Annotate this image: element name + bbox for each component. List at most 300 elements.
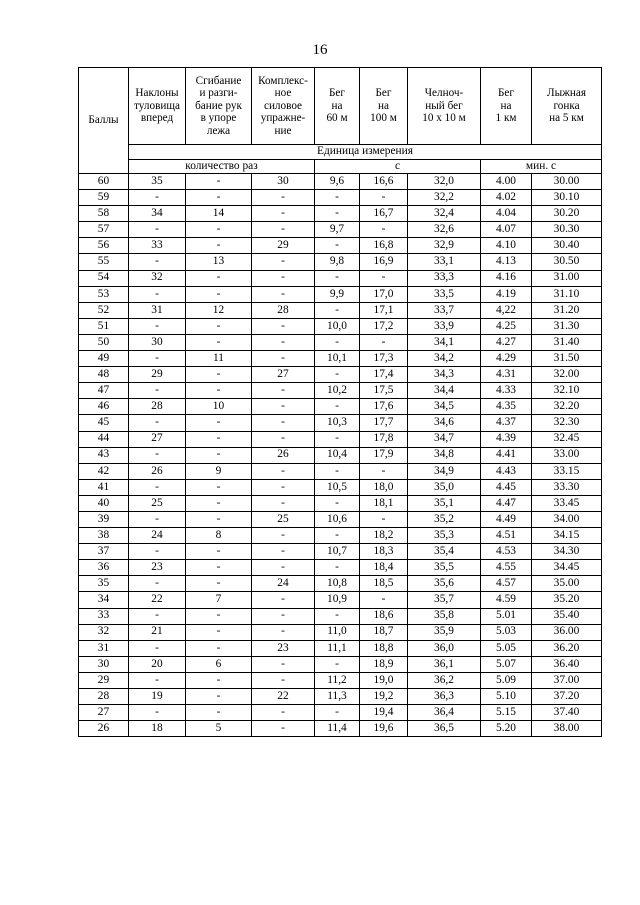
value-cell: 12 [186,302,252,318]
value-cell: 18,3 [360,544,408,560]
column-header-8 [532,68,602,145]
value-cell: 32 [129,270,186,286]
table-header [79,68,602,174]
value-cell: 25 [252,511,315,527]
score-cell: 34 [79,592,129,608]
value-cell: 10,4 [315,447,360,463]
value-cell: 31.20 [532,302,602,318]
value-cell: 34.30 [532,544,602,560]
value-cell: 33.15 [532,463,602,479]
score-cell: 50 [79,334,129,350]
value-cell: 10,9 [315,592,360,608]
value-cell: 19,0 [360,672,408,688]
value-cell: - [129,190,186,206]
value-cell: - [186,447,252,463]
value-cell: 33 [129,238,186,254]
column-header-line: лежа [206,124,231,137]
unit-count: количество раз [129,160,315,174]
value-cell: 17,7 [360,415,408,431]
value-cell: - [252,544,315,560]
value-cell: 17,4 [360,367,408,383]
table-row [79,270,602,286]
value-cell: 33,9 [408,318,481,334]
score-cell: 49 [79,351,129,367]
value-cell: - [252,705,315,721]
value-cell: 19,4 [360,705,408,721]
score-cell: 56 [79,238,129,254]
table-row [79,351,602,367]
value-cell: 4.31 [481,367,532,383]
value-cell: - [252,721,315,737]
value-cell: - [186,367,252,383]
table-row [79,383,602,399]
value-cell: 31.10 [532,286,602,302]
value-cell: - [315,206,360,222]
value-cell: 4.59 [481,592,532,608]
column-header-7 [481,68,532,145]
value-cell: - [252,334,315,350]
value-cell: 38.00 [532,721,602,737]
value-cell: 37.20 [532,689,602,705]
value-cell: 17,2 [360,318,408,334]
column-header-line: 60 м [326,112,348,125]
value-cell: 35.20 [532,592,602,608]
value-cell: - [252,415,315,431]
column-header-line: в упоре [200,112,237,125]
value-cell: 11 [186,351,252,367]
value-cell: 34.45 [532,560,602,576]
value-cell: - [315,560,360,576]
column-header-line: Бег [329,87,345,100]
score-cell: 28 [79,689,129,705]
value-cell: 30.00 [532,174,602,190]
value-cell: 24 [129,528,186,544]
value-cell: - [315,270,360,286]
score-cell: 58 [79,206,129,222]
value-cell: 34,9 [408,463,481,479]
column-header-0 [79,68,129,174]
value-cell: 4,22 [481,302,532,318]
value-cell: 17,3 [360,351,408,367]
value-cell: - [252,318,315,334]
value-cell: 26 [252,447,315,463]
table-row [79,705,602,721]
column-header-line: гонка [553,99,580,112]
column-header-6 [408,68,481,145]
score-cell: 33 [79,608,129,624]
value-cell: 34,2 [408,351,481,367]
table-row [79,576,602,592]
value-cell: 9 [186,463,252,479]
column-header-line: на [331,99,343,112]
value-cell: 11,3 [315,689,360,705]
value-cell: - [252,608,315,624]
value-cell: - [186,270,252,286]
value-cell: 17,8 [360,431,408,447]
table-body [79,174,602,737]
value-cell: 33.45 [532,495,602,511]
value-cell: 4.13 [481,254,532,270]
value-cell: 34,6 [408,415,481,431]
value-cell: - [186,576,252,592]
value-cell: 10,2 [315,383,360,399]
value-cell: 28 [252,302,315,318]
value-cell: 33,3 [408,270,481,286]
value-cell: - [186,222,252,238]
value-cell: 4.49 [481,511,532,527]
score-cell: 29 [79,672,129,688]
value-cell: 9,9 [315,286,360,302]
value-cell: 4.04 [481,206,532,222]
value-cell: 31.00 [532,270,602,286]
value-cell: 4.10 [481,238,532,254]
value-cell: 34.00 [532,511,602,527]
value-cell: 35,7 [408,592,481,608]
value-cell: 36.00 [532,624,602,640]
table-row [79,640,602,656]
value-cell: 10,6 [315,511,360,527]
value-cell: - [360,511,408,527]
value-cell: 33,5 [408,286,481,302]
value-cell: 10 [186,399,252,415]
value-cell: 36,4 [408,705,481,721]
value-cell: 4.47 [481,495,532,511]
value-cell: - [315,334,360,350]
score-cell: 59 [79,190,129,206]
value-cell: - [186,479,252,495]
value-cell: - [252,399,315,415]
value-cell: - [129,254,186,270]
value-cell: 35,5 [408,560,481,576]
value-cell: - [252,206,315,222]
value-cell: - [252,624,315,640]
value-cell: 34,4 [408,383,481,399]
value-cell: - [186,238,252,254]
value-cell: - [252,222,315,238]
score-cell: 41 [79,479,129,495]
column-header-line: ный бег [425,99,463,112]
value-cell: - [360,190,408,206]
score-cell: 52 [79,302,129,318]
unit-title: Единица измерения [129,145,602,160]
value-cell: 28 [129,399,186,415]
value-cell: - [186,672,252,688]
score-cell: 39 [79,511,129,527]
value-cell: - [129,511,186,527]
score-cell: 31 [79,640,129,656]
column-header-1 [129,68,186,145]
value-cell: 25 [129,495,186,511]
value-cell: 35,4 [408,544,481,560]
value-cell: - [129,415,186,431]
value-cell: 4.43 [481,463,532,479]
table-row [79,560,602,576]
value-cell: - [186,286,252,302]
score-cell: 48 [79,367,129,383]
column-header-line: на 5 км [549,112,584,125]
value-cell: 36.40 [532,656,602,672]
value-cell: 27 [252,367,315,383]
value-cell: 10,7 [315,544,360,560]
value-cell: 5.03 [481,624,532,640]
score-cell: 51 [79,318,129,334]
value-cell: - [186,190,252,206]
value-cell: 11,0 [315,624,360,640]
score-cell: 42 [79,463,129,479]
value-cell: - [186,544,252,560]
value-cell: 10,3 [315,415,360,431]
value-cell: 6 [186,656,252,672]
score-cell: 32 [79,624,129,640]
table-row [79,254,602,270]
column-header-line: туловища [134,99,180,112]
value-cell: 4.16 [481,270,532,286]
table-row [79,447,602,463]
value-cell: 4.51 [481,528,532,544]
value-cell: 30.40 [532,238,602,254]
value-cell: - [252,463,315,479]
value-cell: - [252,286,315,302]
table-row [79,672,602,688]
value-cell: - [252,431,315,447]
value-cell: 4.27 [481,334,532,350]
value-cell: 18 [129,721,186,737]
value-cell: - [129,479,186,495]
value-cell: 35,8 [408,608,481,624]
value-cell: 34,1 [408,334,481,350]
value-cell: - [186,334,252,350]
value-cell: 19,6 [360,721,408,737]
column-header-line: вперед [140,112,174,125]
value-cell: - [252,656,315,672]
value-cell: - [315,705,360,721]
value-cell: 5.07 [481,656,532,672]
column-header-line: 100 м [370,112,397,125]
column-header-2 [186,68,252,145]
value-cell: - [360,222,408,238]
column-header-5 [360,68,408,145]
column-header-line: бание рук [195,99,242,112]
value-cell: 18,2 [360,528,408,544]
value-cell: 4.41 [481,447,532,463]
value-cell: 19 [129,689,186,705]
value-cell: 16,8 [360,238,408,254]
value-cell: 18,1 [360,495,408,511]
value-cell: 4.02 [481,190,532,206]
table-row [79,656,602,672]
value-cell: 22 [252,689,315,705]
value-cell: 4.53 [481,544,532,560]
value-cell: - [315,367,360,383]
value-cell: 31.40 [532,334,602,350]
score-cell: 53 [79,286,129,302]
value-cell: - [315,302,360,318]
value-cell: 36,0 [408,640,481,656]
value-cell: 29 [129,367,186,383]
value-cell: 36,5 [408,721,481,737]
value-cell: - [129,576,186,592]
column-header-line: 1 км [495,112,517,125]
table-row [79,689,602,705]
table-row [79,286,602,302]
value-cell: - [315,656,360,672]
score-cell: 43 [79,447,129,463]
value-cell: 5.10 [481,689,532,705]
value-cell: - [252,495,315,511]
value-cell: 24 [252,576,315,592]
value-cell: 9,8 [315,254,360,270]
value-cell: 35,2 [408,511,481,527]
value-cell: 18,5 [360,576,408,592]
value-cell: - [186,383,252,399]
value-cell: 10,5 [315,479,360,495]
value-cell: 21 [129,624,186,640]
value-cell: - [252,479,315,495]
value-cell: - [252,254,315,270]
value-cell: - [360,270,408,286]
value-cell: 30 [129,334,186,350]
table-row [79,592,602,608]
value-cell: 17,0 [360,286,408,302]
value-cell: 10,1 [315,351,360,367]
column-header-line: на [378,99,389,112]
value-cell: - [129,672,186,688]
value-cell: 32,2 [408,190,481,206]
value-cell: - [186,415,252,431]
value-cell: - [252,270,315,286]
table-row [79,511,602,527]
value-cell: - [315,238,360,254]
value-cell: 31 [129,302,186,318]
value-cell: - [360,592,408,608]
table-row [79,624,602,640]
column-header-line: на [500,99,512,112]
value-cell: 32,6 [408,222,481,238]
value-cell: 10,0 [315,318,360,334]
value-cell: - [186,624,252,640]
value-cell: - [129,286,186,302]
value-cell: 16,6 [360,174,408,190]
value-cell: 30.30 [532,222,602,238]
score-cell: 54 [79,270,129,286]
page-number: 16 [312,42,328,58]
value-cell: - [186,318,252,334]
value-cell: - [186,705,252,721]
value-cell: 33.30 [532,479,602,495]
score-cell: 38 [79,528,129,544]
value-cell: 34,5 [408,399,481,415]
value-cell: 13 [186,254,252,270]
unit-minsec: мин. с [481,160,602,174]
value-cell: 35.40 [532,608,602,624]
value-cell: 37.00 [532,672,602,688]
value-cell: 4.35 [481,399,532,415]
value-cell: 29 [252,238,315,254]
value-cell: - [186,640,252,656]
value-cell: 4.29 [481,351,532,367]
table-row [79,721,602,737]
score-cell: 55 [79,254,129,270]
value-cell: 32,4 [408,206,481,222]
value-cell: 26 [129,463,186,479]
value-cell: 17,6 [360,399,408,415]
value-cell: 9,7 [315,222,360,238]
value-cell: 30.50 [532,254,602,270]
value-cell: - [252,383,315,399]
value-cell: 4.45 [481,479,532,495]
value-cell: 37.40 [532,705,602,721]
value-cell: 23 [129,560,186,576]
standards-table [78,67,602,737]
value-cell: 4.55 [481,560,532,576]
score-cell: 46 [79,399,129,415]
value-cell: 35,9 [408,624,481,640]
value-cell: - [186,174,252,190]
value-cell: 5.09 [481,672,532,688]
table-row [79,415,602,431]
value-cell: 36.20 [532,640,602,656]
column-header-line: Бег [498,87,514,100]
value-cell: 30.20 [532,206,602,222]
score-cell: 36 [79,560,129,576]
value-cell: 36,3 [408,689,481,705]
score-cell: 47 [79,383,129,399]
value-cell: 27 [129,431,186,447]
column-header-line: Баллы [88,114,119,127]
value-cell: - [129,351,186,367]
value-cell: 4.07 [481,222,532,238]
column-header-line: упражне- [260,112,306,125]
column-header-3 [252,68,315,145]
value-cell: - [315,463,360,479]
value-cell: 11,1 [315,640,360,656]
value-cell: - [315,190,360,206]
score-cell: 44 [79,431,129,447]
score-cell: 30 [79,656,129,672]
value-cell: 22 [129,592,186,608]
value-cell: 18,4 [360,560,408,576]
value-cell: 18,7 [360,624,408,640]
value-cell: - [315,528,360,544]
value-cell: 4.33 [481,383,532,399]
column-header-line: ное [274,87,292,100]
value-cell: - [315,608,360,624]
value-cell: 33,7 [408,302,481,318]
value-cell: 34,3 [408,367,481,383]
value-cell: 18,0 [360,479,408,495]
value-cell: 9,6 [315,174,360,190]
value-cell: - [129,222,186,238]
value-cell: - [129,447,186,463]
column-header-line: 10 х 10 м [422,112,466,125]
table-row [79,334,602,350]
value-cell: 4.39 [481,431,532,447]
value-cell: 17,5 [360,383,408,399]
value-cell: 32.00 [532,367,602,383]
value-cell: 14 [186,206,252,222]
value-cell: - [129,544,186,560]
table-row [79,528,602,544]
value-cell: 33.00 [532,447,602,463]
value-cell: 4.37 [481,415,532,431]
table-row [79,302,602,318]
column-header-line: Сгибание [195,74,242,87]
value-cell: - [252,351,315,367]
value-cell: 5.15 [481,705,532,721]
value-cell: 17,9 [360,447,408,463]
value-cell: 31.50 [532,351,602,367]
value-cell: 32.30 [532,415,602,431]
